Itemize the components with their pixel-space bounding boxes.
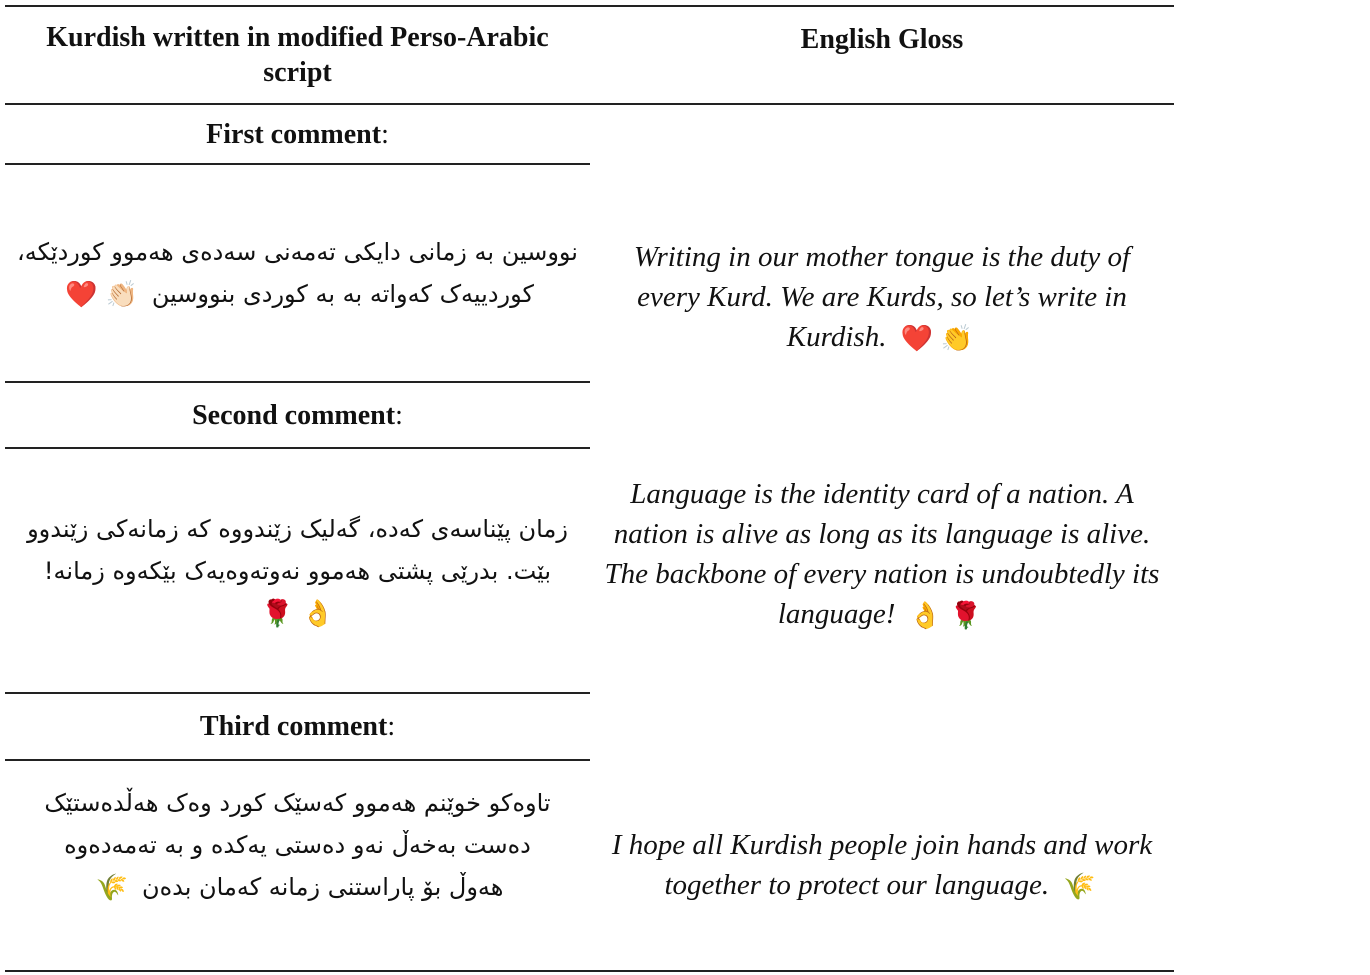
comment-label-colon: : <box>387 711 396 742</box>
english-text: Language is the identity card of a nation. A nation is alive as long as its language is alive. The backbone of every nation is undoubtedly its language! <box>604 478 1160 630</box>
kurdish-text: نووسین بە زمانی دایکی تەمەنی سەدەی هەموو کوردێکە، کوردییەک کەواتە بە بە کوردی بنووسین <box>17 238 578 308</box>
wheat-icon: 🌾 <box>1063 872 1096 902</box>
first-comment-english <box>590 105 1174 489</box>
header-english-label: English Gloss <box>800 23 964 55</box>
second-comment-kurdish <box>5 449 590 692</box>
comment-label-colon: : <box>381 118 389 150</box>
rose-icon: 🌹 <box>949 601 983 631</box>
heart-icon: ❤️ <box>900 324 933 354</box>
third-comment-kurdish <box>5 761 590 929</box>
comment-label-text: Second comment <box>192 399 396 431</box>
clap-icon: 👏 <box>940 324 974 354</box>
comment-label-colon: : <box>395 399 403 431</box>
comment-label-text: Third comment <box>199 711 388 742</box>
wheat-icon: 🌾 <box>95 873 128 903</box>
english-text: I hope all Kurdish people join hands and work together to protect our language. <box>611 829 1153 901</box>
third-comment-label <box>5 694 590 759</box>
header-english-column <box>590 7 1174 71</box>
clap-icon: 👏🏻 <box>105 280 138 310</box>
heart-icon: ❤️ <box>65 280 98 310</box>
first-comment-label <box>5 105 590 163</box>
second-comment-label <box>5 383 590 447</box>
third-comment-english <box>590 761 1174 969</box>
table-bottom-rule <box>5 970 1174 972</box>
ok-hand-icon: 👌 <box>909 601 942 631</box>
comment-label-text: First comment <box>206 118 382 150</box>
rose-icon: 🌹 <box>261 598 294 629</box>
kurdish-text: زمان پێناسەی کەدە، گەلیک زێندووە کە زمانەکی زێندوو بێت. بدرێی پشتی هەموو نەوتەوەیەک بێکەوە زمانە! <box>27 514 568 585</box>
header-kurdish-column <box>5 7 590 103</box>
first-comment-kurdish <box>5 165 590 381</box>
kurdish-text: تاوەکو خوێنم هەموو کەسێک کورد وەک هەڵدەستێک دەست بەخەڵ نەو دەستی یەکدە و بە تەمەدەوە هەوڵ بۆ پاراستنی زمانە کەمان بدەن <box>44 789 551 901</box>
second-comment-english <box>590 449 1174 659</box>
english-text: Writing in our mother tongue is the duty of every Kurd. We are Kurds, so let’s write in Kurdish. <box>633 241 1131 353</box>
header-kurdish-label: Kurdish written in modified Perso-Arabic script <box>46 22 549 88</box>
ok-hand-icon: 👌 <box>301 598 334 629</box>
